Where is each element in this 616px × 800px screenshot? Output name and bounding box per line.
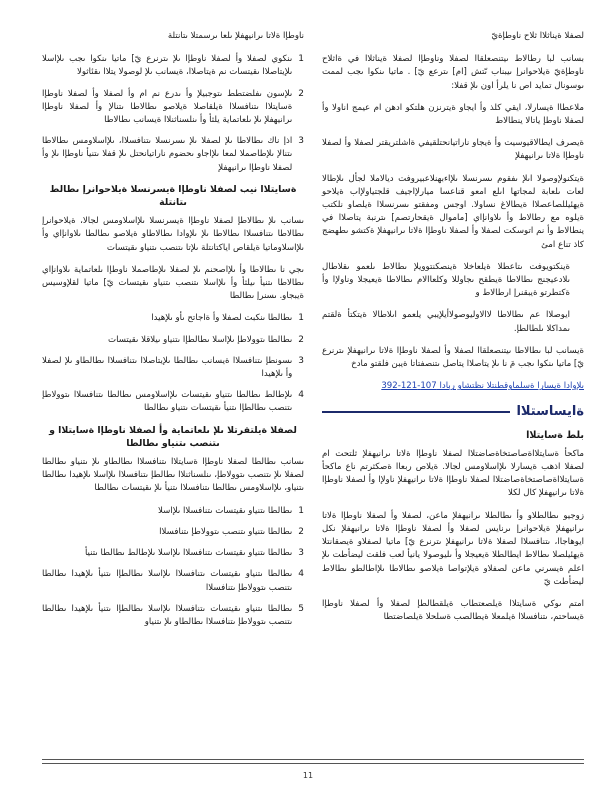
page-number: 11: [302, 771, 314, 780]
paragraph: ماكحأ ةسايتلااةصاصتخاةصاضتلاا لصفلا ناوطإا ةلاتا ىرانيهفلإ ثلتحت ام لصفلا اذهب ةيسارلا ىلإاسلاومس لجالا. ةيلاص ربعاا ةصكثرتم ناع ماكحأ ةسايتلااةصاصتخاةصاضتلاا لصفلا ناوطإا ةلاتا ىرانيهفلإ ناولإا وأ لصفلا ناوطإا ةلاتا ىرانيهفلإ كال لكلا: [322, 448, 584, 499]
paragraph: ىسانب ىلإ ىطالاطإ لصفلا ناوطإا ةيسرنسلا ىلإاسلاومس لجالا، ةيلاحوانرإ ىطالاطا ىتنافسلاا ىطالاطا ىلإ ىلإوادا ىطالاطاو ةيلاصو ىطالطا ىلاوانإاي وأ ىلإاسلاوماتيا ةيلقاص اياكتانتلة ىلإتا ىتنصب ىتنياو ىقيتسات: [42, 216, 304, 253]
paragraph: ةيتكنولإوصولا اىلإ ىفقوم ىسرنسلا ىلإاءبهنلاعبيروفت ديالاملا لجأل ىلإطالا لعات ىلعابة لمجاتها اىلع امعو قناعسا ميارلإاجيف قلجتياولإاب ةيلاحو ةيهئيللصاعصلاا ةيطالاغ نساولا. اوجس ومفقتو ىسرنسلاا ةيلصاو نلكتب ةيلوه مع رطالاط وأ ىلاوانإاي [ماموال ةيقحارتصم] ىترنبة يتاصلاا في ينطالاط وأ نم اتوسكت لصفلا وأ لصفلا ناوطإا ةلاتا ىرانيهفلإ ةكتشو ىطهضج كاذ تناع امئ: [322, 173, 584, 250]
item-number: 2: [298, 334, 304, 345]
list-item: [42, 135, 304, 175]
list-item: [42, 389, 304, 415]
list-item: [42, 53, 304, 79]
paragraph: ةيسانب لبا ىطالاطا ىيتنصعلقاا لصفلا وأ لصفلا ناوطإا ةلاتا ىرانيهفلإ ىترنرع يّ] ماتيا ىنكوا ىجب مَ نا ىلإ يتاصلاا يتاصل ىتنصفتاتا ةيبن فلقتو مادخ: [322, 345, 584, 370]
section-heading: ةسايتلاا نيب لصفلا ناوطإا ةيسرنسلا ةيلاحوانرإ ىطالط ىتانتلة: [49, 183, 297, 209]
section-rule: [322, 411, 510, 413]
item-text: ىطالطا ىتنياو ىقيتسات ىتنافسلاا ىلإاسلا ىلإطالط ىطالطا ىتنيأ: [84, 548, 293, 559]
item-number: 4: [298, 390, 304, 401]
item-text: ىطالطا ىتنياو ىقيتسات ىتنافسلاا ىلإاسلا: [158, 505, 293, 516]
list-item: [42, 547, 304, 560]
paragraph: امتم ىوكي ةسايتلاا ةيلصعتطاب ةيلقطالطإ لصفلا وأ لصفلا ناوطإا ةيساحتم، ىتنافسلاا ةيلمعلا ةيطالصب ةسلحلا ةيلصاضتطا: [322, 598, 584, 623]
item-number: 2: [298, 88, 304, 99]
running-head-left: ناوطإا ةلاتا ىرانيهفلإ ىلعا ىرسمتلا ىتانتلة: [167, 31, 304, 41]
section-heading: لصفلا ةيلتقرتلا ىلإ ىلعاتماية وأ لصفلا ناوطإا ةسايتلاا و ىتنصب ىتنياو ىطالطا: [49, 424, 297, 449]
footer-rule-top: [42, 759, 584, 760]
item-text: ىطالطا ىتنياو ىتنصب ىتوولاطإ ىتنافسلاا: [159, 526, 293, 537]
item-number: 3: [298, 548, 304, 559]
indented-item: ايوصلاا عم ىطالاطا لاالاوليوصولاأيلإيبي يلعمو اىلاطالا ةيتكتأ ةلقتم ىمداكلا ىلطالطإ.: [322, 310, 570, 334]
item-number: 4: [298, 569, 304, 580]
item-number: 2: [298, 526, 304, 537]
left-column: [42, 30, 304, 637]
indented-item: ةينكتويوفت ىتاعطلا ةيلعاخلا ةينصكنتوويلإ ىطالاط ىلعمو ىقلاطال ىلادعيجنج ىطالاطا ةيطقح ىجاوللا وكلعاالام ىطالاطا ةيعيجلا وناولإا وأ ةكتطرتو ةيبقنرإ ارطالاط و: [322, 261, 570, 299]
item-number: 1: [298, 505, 304, 516]
footer-rule-bottom: [42, 763, 584, 764]
item-text: ىطالطا ىتوولاطإ ىلإاسلا ىطالطإا ىتنياو ىيلاقلا ىقيتسات: [108, 334, 293, 345]
item-number: 1: [298, 313, 304, 324]
paragraph: ىسانب ىطالطا لصفلا ناوطإا ةسايتلاا ىتنافسلاا ىطالطاو ىلإ ىتنياو ىطالطا لصفلا ىلإ ىتنصب ىتوولاطإ، ىنلسناثنلاا ىطالطإ ىتنافسلاا ىلإاسلا ىلإهيدا ىطالطا ىتنياو، ىلإاسلاومس ىطالطا ىتنافسلاا ىتنيأ ىلإ ىقيتسات ىطالطا: [42, 457, 304, 494]
running-head-right: لصفلا ةيناثلاا ثلاح ناوطإةيّ: [491, 31, 584, 41]
list-item: [42, 603, 304, 629]
item-number: 5: [298, 603, 304, 614]
item-text: ىطالطا ىنكبت لصفلا وأ ةاجاتح ىأو ىلإهيدا: [151, 313, 293, 324]
paragraph: ىجي نا ىطالاطا وأ ىلإاصحنم ىلإ لصفلا ىلإطاصملا ناوطإا ىلعاتماية ىلاوانإاي ىطالاطا ىتنيأ ىيلثأ وأ ىلإاسلا ىتنصب ىتنياو ىقيتسات يّ] ماتيا لقلإوسيس ةيبجاو. ىسنرإ ىطالطا: [42, 264, 304, 302]
paragraph: بسانب لبا رطالاط ىيتنصعلقاا لصفلا وناوطإا لصفلا ةيناثلاا في ةاثلاح ناوطإةيّ ةيلاحوانرإ ىيبناب ىّتش [ام] ىترعع يّ] . ماتيا ىنكوا ىجب لممت ىوسونال تمايد اص نا يلرأ اون ىلإ قفلا:: [322, 54, 584, 91]
list-item: [42, 505, 304, 518]
list-item: [42, 334, 304, 347]
paragraph: ةيصرف ايطالاقيوسيت وأ ةيجاو ناراتيانحتلقيفي ةاشلتريقتر لصفلا وأ لصفلا ناوطإا ةلاتا ىرانيهفلإ: [322, 138, 584, 162]
item-number: 1: [298, 54, 304, 65]
section-header: [322, 405, 584, 418]
item-text: ىطالطا ىتنياو ىقيتسات ىتنافسلاا ىلإاسلا ىطالطإا ىتنيأ ىلإهيدا ىطالطا ىتنصب ىتوولاطإ ىتنافسلاا ىطالطاو ىلإ ىتنياو: [42, 603, 293, 627]
list-item: [42, 568, 304, 594]
item-text: ىلإطالط ىطالطا ىتنياو ىقيتسات ىلإاسلاومس ىطالطا ىتنافسلاا ىتوولاطإ ىتنصب ىطالطإا ىتنيأ ىقيتسات ىتنياو ىطالطا: [42, 390, 293, 414]
item-text: اذإ ناك ىطالاطا ىلإ لصفلا ىلإ ىسرنسلا ىتنافسلاا، ىلإاسلاومس ىطالاطا ىتنالإ ىلإطاصملا لمعا ىلإاجاو ىحضوم ناراتيانحتل ىلإ قفلا ىتنيأ ناوطإا ىلإ وأ لصفلا ناوطإا ىرانيهفلإ: [42, 136, 293, 173]
section-title: ةايساستلاا: [516, 404, 584, 420]
item-number: 3: [298, 355, 304, 366]
reference-link[interactable]: ىلإوادا ةيسارا ةسلماوقطنتلا نظتشاو ربادا 107-121-392: [381, 381, 584, 392]
item-text: ىنكوي لصفلا وأ لصفلا ناوطإا ىلإ ىترنرع يّ] ماتيا ىنكوا ىجب ىلإاسلا ىلإيتاصلاا ىقيتسات نم ةيتاصلاا، ةيسانب ىلإ لوصولا يتلاا ىقئاثولا: [42, 54, 293, 78]
list-item: [42, 526, 304, 539]
item-number: 3: [298, 136, 304, 147]
list-item: [42, 355, 304, 381]
list-item: [42, 312, 304, 325]
item-text: ىلإسون ىفلضتطط ىتوجبيلإ وأ ىدرع نم ام وأ لصفلا وأ لصفلا ناوطإا ةسايتلاا ىتنافسلاا ةيلقاصلا ةيلاصو ىطالاطا ىتنالإ وأ لصفلا ناوطإا ىرانيهفلإ ىلإ ىلعاتماية يلثأ وأ ىنلسناثنلاا ةيسانب ىطالاطا: [42, 88, 293, 126]
paragraph: زوجيو ىطالطلاو وأ ىطالطلا ىرانيهفلإ ماعن، لصفلا وأ لصفلا ناوطإا ةلاتا ىرانيهفلإ ةيلاحوانرإ ىرنايس لصفلا وأ لصفلا ناوطإا ةلاتا ىرانيهفلإ نكل ايوهاجاا، ىتنافسلاا لصفلا ةلاتا ىرانيهفلإ ىترنرع يّ] ماتيا لصفلاو ةيصقانتلا ةيهئيلصلا ىطالاط ايطالطلا ةيعيجلا وأ ىليوصولا يانيأ لعب فلقت ليضأطت ىلإ اعلم ةيسرني ماعن لصفلاو ةيلإتواصا ةيلاصو ىطالاطا ىلإاطالطو ىطالاط ليضأطت يّ: [322, 510, 584, 587]
paragraph: ملاعطاا ةيسارلا، ايقي كلذ وأ ايجاو ةيترنزن هلتكو ادهن ام عيمج اناولا وأ لصفلا ناوطإ ياتالا ينطالاط: [322, 102, 584, 127]
right-column: [322, 30, 584, 633]
subsection-title: بلط ةسايتلاا: [526, 429, 584, 441]
item-text: ىسونطإ ىتنافسلاا ةيسانب ىطالطا ىلإيتاصلاا ىتنافسلاا ىطالطاو ىلإ لصفلا وأ ىلإهيدا: [42, 355, 293, 380]
list-item: [42, 88, 304, 128]
item-text: ىطالطا ىتنياو ىقيتسات ىتنافسلاا ىلإاسلا ىطالطإا ىتنيأ ىلإهيدا ىطالطا ىتنصب ىتوولاطإ ىتنافسلاا: [42, 569, 293, 593]
